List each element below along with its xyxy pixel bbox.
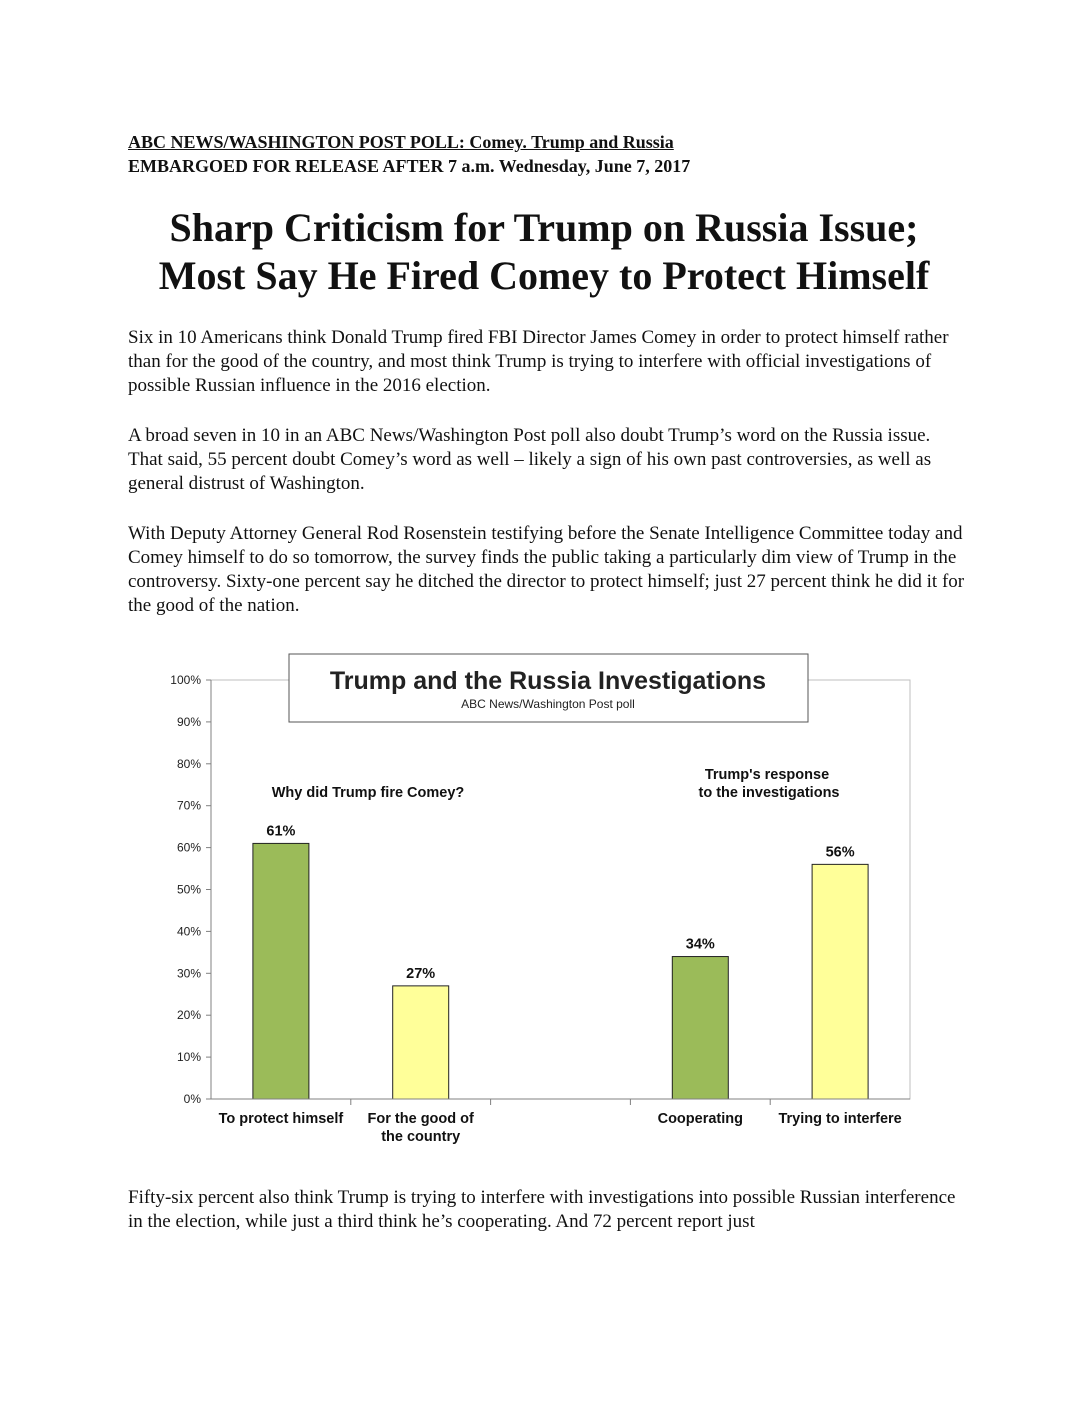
y-tick-label: 10% [176,1050,201,1065]
y-tick-label: 70% [176,798,201,813]
bar [812,864,868,1099]
data-label: 27% [406,965,436,982]
chart-subtitle: ABC News/Washington Post poll [461,697,635,711]
group-label-response-line-1: Trump's response [704,767,830,783]
y-tick-label: 80% [176,756,201,771]
x-tick-label: To protect himself [218,1111,344,1127]
y-tick-label: 30% [176,966,201,981]
plot-area [211,680,910,1099]
y-tick-label: 50% [176,882,201,897]
data-label: 56% [825,844,855,861]
y-tick-label: 0% [183,1092,201,1106]
bar-chart [150,645,920,1155]
x-tick-label: Trying to interfere [778,1111,902,1127]
paragraph-2: A broad seven in 10 in an ABC News/Washington Post poll also doubt Trump’s word on the Russia issue. That said, 55 percent doubt Comey’s word as well – likely a sign of his own past controversies, as well as general distrust of Washington. [128,425,932,494]
data-label: 34% [685,936,715,953]
headline-line-2: Most Say He Fired Comey to Protect Himself [158,253,930,298]
embargo-line: EMBARGOED FOR RELEASE AFTER 7 a.m. Wednesday, June 7, 2017 [128,156,691,176]
y-tick-label: 90% [176,714,201,729]
bar [253,843,309,1099]
x-tick-label: Cooperating [657,1111,743,1127]
bar [672,957,728,1099]
headline-line-1: Sharp Criticism for Trump on Russia Issue; [169,205,919,250]
headline [0,204,1088,300]
y-tick-label: 60% [176,840,201,855]
data-label: 61% [266,823,296,840]
group-label-response-line-2: to the investigations [698,785,840,801]
x-axis-labels [211,1099,910,1145]
x-tick-label: For the good of the country [367,1111,474,1145]
release-header [128,130,690,178]
y-tick-label: 20% [176,1008,201,1023]
group-label-fire-comey: Why did Trump fire Comey? [271,785,465,801]
paragraph-3: With Deputy Attorney General Rod Rosenstein testifying before the Senate Intelligence Committee today and Comey himself to do so tomorrow, the survey finds the public taking a particularly dim view of Trump in the controversy. Sixty-one percent say he ditched the director to protect himself; just 27 percent think he did it for the good of the nation. [128,523,965,616]
y-axis [170,673,211,1106]
y-tick-label: 100% [170,673,201,687]
bar [393,986,449,1099]
y-tick-label: 40% [176,924,201,939]
paragraph-1: Six in 10 Americans think Donald Trump fired FBI Director James Comey in order to protect himself rather than for the good of the country, and most think Trump is trying to interfere with official investigations of possible Russian influence in the 2016 election. [128,327,949,396]
paragraph-4: Fifty-six percent also think Trump is trying to interfere with investigations into possible Russian interference in the election, while just a third think he’s cooperating. And 72 percent report just [128,1187,956,1232]
chart-title: Trump and the Russia Investigations [329,667,767,695]
poll-title: ABC NEWS/WASHINGTON POST POLL: Comey. Trump and Russia [128,132,674,152]
